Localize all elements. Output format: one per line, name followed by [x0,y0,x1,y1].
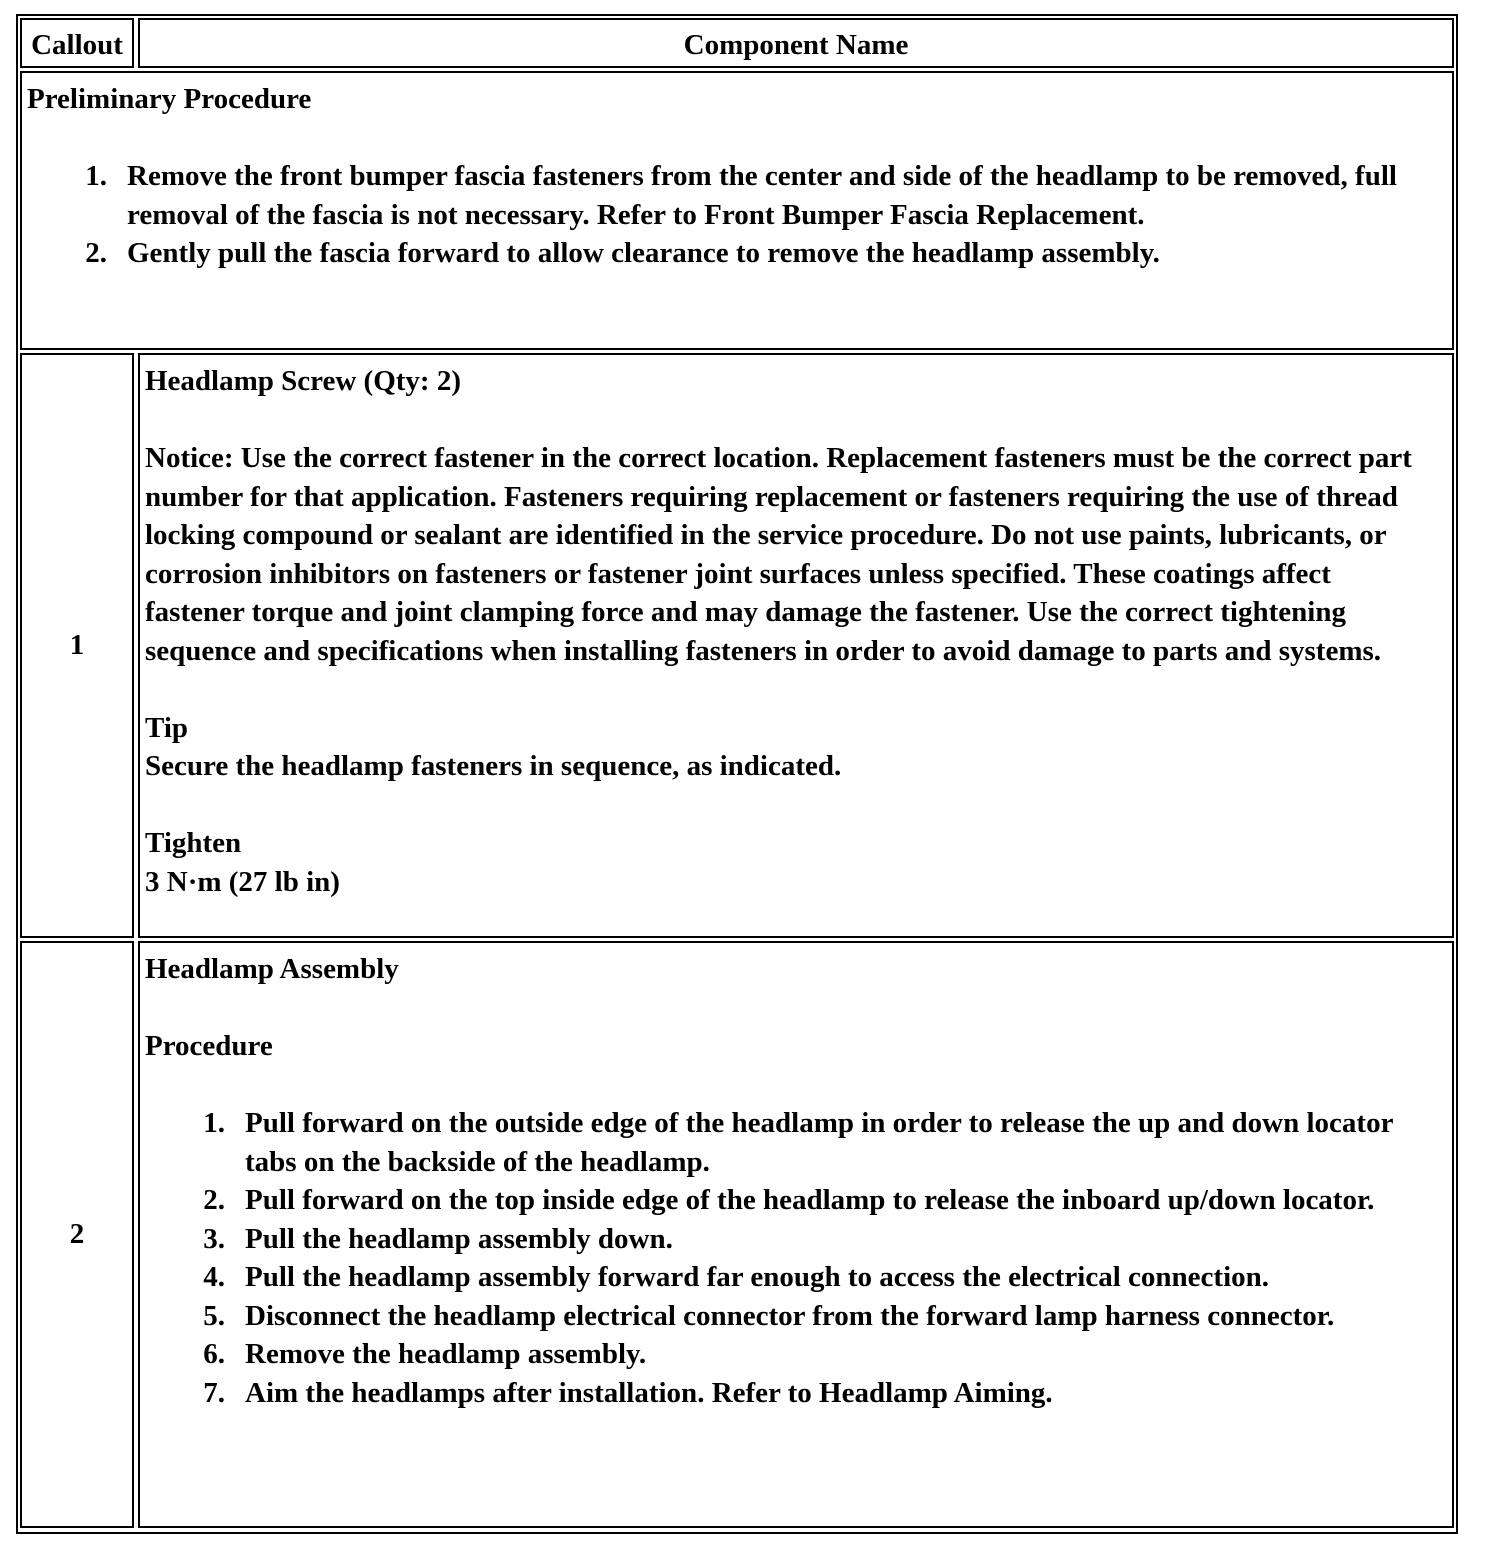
list-item: 7. Aim the headlamps after installation. Refer to Headlamp Aiming. [203,1376,1053,1409]
preliminary-step-2: Gently pull the fascia forward to allow clearance to remove the headlamp assembly. [127,237,1160,269]
preliminary-title: Preliminary Procedure [27,83,312,115]
list-item: 5. Disconnect the headlamp electrical connector from the forward lamp harness connector. [203,1299,1335,1332]
tighten-label: Tighten [145,827,242,859]
procedure-step-4: Pull the headlamp assembly forward far enough to access the electrical connection. [245,1261,1270,1293]
callout-1-cell [20,353,134,938]
list-item: 1. Pull forward on the outside edge of the headlamp in order to release the up and down locator tabs on the backside of the headlamp. [203,1107,1393,1178]
list-item: 2. Gently pull the fascia forward to allow clearance to remove the headlamp assembly. [85,237,1160,269]
preliminary-steps [27,157,1452,273]
preliminary-procedure-cell [20,71,1454,350]
procedure-step-6: Remove the headlamp assembly. [245,1338,647,1370]
procedure-step-1: Pull forward on the outside edge of the headlamp in order to release the up and down locator tabs on the backside of the headlamp. [245,1107,1393,1178]
tip-label: Tip [145,711,189,744]
callout-header-label: Callout [31,29,123,61]
headlamp-assembly-cell [138,941,1454,1528]
callout-number: 1 [69,629,85,662]
list-item: 2. Pull forward on the top inside edge of the headlamp to release the inboard up/down locator. [203,1184,1375,1216]
procedure-step-3: Pull the headlamp assembly down. [245,1222,673,1255]
callout-number: 2 [69,1218,85,1251]
procedure-steps [145,1104,1432,1412]
callout-2-cell [20,941,134,1528]
component-name: Headlamp Assembly [145,953,399,985]
procedure-step-5: Disconnect the headlamp electrical connector from the forward lamp harness connector. [245,1299,1335,1332]
headlamp-screw-cell [138,353,1454,938]
list-item: 4. Pull the headlamp assembly forward far enough to access the electrical connection. [203,1261,1270,1293]
procedure-step-7: Aim the headlamps after installation. Refer to Headlamp Aiming. [245,1376,1053,1409]
procedure-label: Procedure [145,1030,273,1062]
list-item: 3. Pull the headlamp assembly down. [203,1222,673,1255]
list-item: 6. Remove the headlamp assembly. [203,1338,647,1370]
tip-text: Secure the headlamp fasteners in sequence, as indicated. [145,750,842,782]
notice-text: Notice: Use the correct fastener in the correct location. Replacement fasteners must be the correct part number for that application. Fasteners requiring replacement or fasteners requiring the use of thread locking compound or sealant are identified in the service procedure. Do not use paints, lubricants, or corrosion inhibitors on fasteners or fastener joint surfaces unless specified. These coatings affect fastener torque and joint clamping force and may damage the fastener. Use the correct tightening sequence and specifications when installing fasteners in order to avoid damage to parts and systems. [145,442,1412,667]
callout-header [20,18,134,68]
preliminary-step-1: Remove the front bumper fascia fasteners from the center and side of the headlamp to be removed, full removal of the fascia is not necessary. Refer to Front Bumper Fascia Replacement. [127,160,1397,231]
component-name-header [138,18,1454,68]
component-name: Headlamp Screw (Qty: 2) [145,365,461,397]
procedure-step-2: Pull forward on the top inside edge of the headlamp to release the inboard up/down locator. [245,1184,1375,1216]
tighten-value: 3 N·m (27 lb in) [145,865,340,898]
component-name-header-label: Component Name [683,29,909,61]
list-item: 1. Remove the front bumper fascia fasteners from the center and side of the headlamp to be removed, full removal of the fascia is not necessary. Refer to Front Bumper Fascia Replacement. [85,160,1397,231]
